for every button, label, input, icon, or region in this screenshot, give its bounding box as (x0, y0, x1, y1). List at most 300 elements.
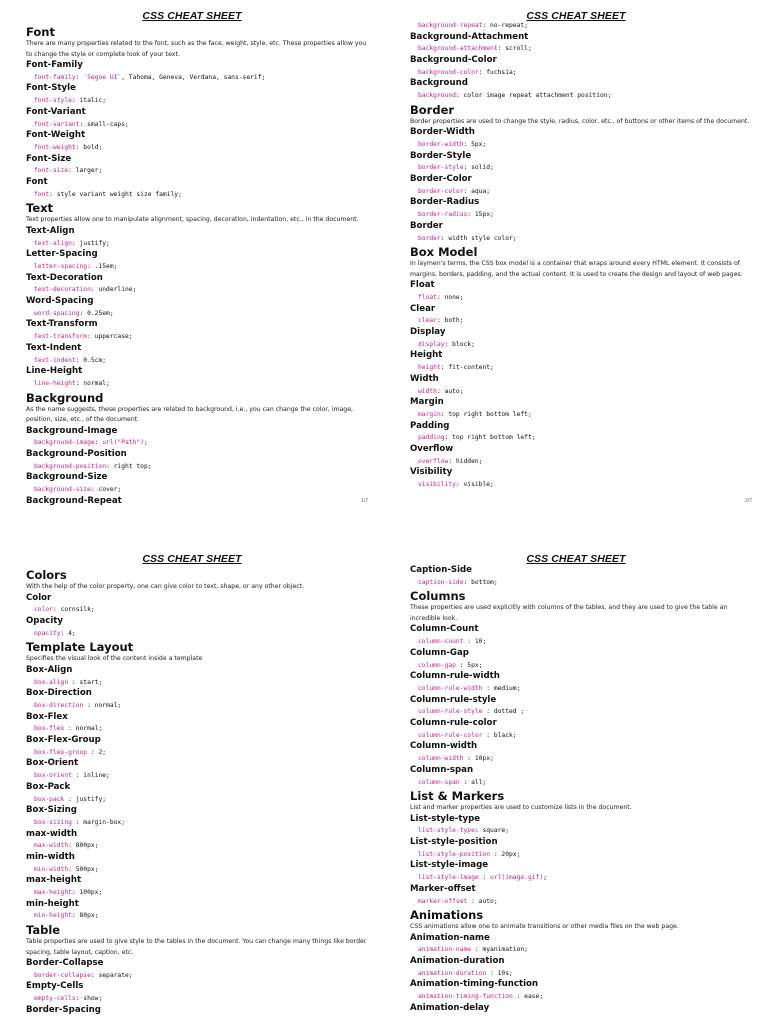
property-heading: min-height (26, 898, 79, 909)
css-property: overflow (418, 457, 449, 465)
page-number: 1/7 (361, 498, 368, 504)
css-property: background-image (34, 439, 95, 447)
css-property: list-style-type (418, 827, 475, 835)
css-value: right top; (113, 462, 152, 470)
property-heading: Box-Sizing (26, 805, 77, 816)
css-value: justify; (79, 239, 110, 247)
colon: : (493, 850, 502, 858)
description-text: Border properties are used to change the style, radius, color, etc., of buttons or other items of the document. (410, 117, 750, 125)
css-property: marker-offset (418, 897, 472, 905)
section-heading: Animations (410, 908, 484, 923)
css-property: background-repeat (418, 22, 483, 29)
code-line (410, 315, 756, 327)
code-line (410, 683, 756, 695)
colon: : (90, 971, 99, 979)
description-text: There are many properties related to the font, such as the face, weight, style, etc. These properties allow you to change the style or complete look of your text. (26, 40, 367, 58)
page-title: CSS CHEAT SHEET (526, 10, 626, 22)
code-line (410, 386, 756, 398)
code-line (410, 90, 756, 102)
property-heading: Background-Attachment (410, 31, 529, 42)
css-value: 10px; (474, 755, 494, 763)
property-heading: List-style-type (410, 813, 481, 824)
colon: : (486, 708, 494, 716)
css-value: 15px; (474, 211, 494, 219)
css-value: larger; (75, 167, 103, 175)
css-property: width (418, 387, 437, 395)
property-heading: min-width (26, 851, 75, 862)
code-line (410, 825, 756, 837)
colon: : (440, 410, 449, 418)
css-value: 100px; (79, 889, 103, 897)
code-line (410, 456, 756, 468)
code-line (410, 67, 756, 79)
property-heading: Text-Align (26, 225, 75, 236)
colon: : (87, 333, 95, 341)
section-heading: List & Markers (410, 789, 505, 804)
code-line (26, 677, 372, 689)
css-value: 5px; (467, 661, 483, 669)
css-value: 0.25em; (87, 309, 114, 317)
code-line (410, 362, 756, 374)
colon: : (75, 818, 84, 826)
property-heading: Animation-name (410, 932, 490, 943)
css-property: font-variant (34, 120, 80, 128)
css-property: float (418, 294, 437, 302)
css-property: font-weight (34, 143, 76, 151)
css-property: background-attachment (418, 45, 498, 53)
colon: : (444, 434, 453, 442)
css-value: 800px; (75, 842, 99, 850)
property-heading: Box-Pack (26, 781, 71, 792)
css-value: 0.5cm; (83, 356, 107, 364)
css-property: box-align (34, 678, 72, 686)
colon: : (106, 462, 114, 470)
colon: : (455, 481, 464, 489)
css-property: empty-cells (34, 995, 76, 1003)
property-heading: Float (410, 280, 435, 291)
code-line (26, 119, 372, 131)
css-value: `Segoe UI`, Tahoma, Geneva, Verdana, sans-serif; (83, 73, 266, 81)
css-value: normal; (83, 379, 110, 387)
colon: : (79, 120, 88, 128)
code-line (410, 577, 756, 589)
colon: : (49, 190, 57, 198)
property-heading: max-height (26, 875, 82, 886)
colon: : (436, 387, 445, 395)
code-line (410, 292, 756, 304)
css-value: top right bottom left; (452, 434, 536, 442)
property-heading: Background-Repeat (26, 495, 122, 506)
code-line (410, 777, 756, 789)
colon: : (90, 748, 99, 756)
colon: : (486, 731, 494, 739)
colon: : (75, 379, 84, 387)
css-property: caption-side (418, 578, 464, 586)
code-line (410, 991, 756, 1003)
css-property: max-height (34, 889, 72, 897)
code-line (26, 970, 372, 982)
colon: : (459, 661, 468, 669)
css-property: border-width (418, 141, 464, 149)
code-line (410, 233, 756, 245)
code-line (26, 794, 372, 806)
property-heading: List-style-image (410, 860, 489, 871)
css-value: ease; (524, 993, 544, 1001)
css-property: color (34, 606, 53, 614)
css-value: separate; (98, 971, 133, 979)
css-value: block; (452, 340, 475, 348)
css-property: column-rule-style (418, 708, 487, 716)
css-property: animation-name (418, 946, 475, 954)
property-heading: Line-Height (26, 366, 83, 377)
css-value: .15em; (94, 263, 118, 271)
css-property: height (418, 364, 441, 372)
colon: : (68, 842, 76, 850)
css-property: column-span (418, 778, 464, 786)
css-value: underline; (98, 286, 137, 294)
code-line (26, 628, 372, 640)
colon: : (71, 678, 80, 686)
colon: : (75, 772, 84, 780)
css-property: box-direction (34, 701, 88, 709)
colon: : (471, 897, 479, 905)
code-line (26, 72, 372, 84)
section-heading: Columns (410, 589, 466, 604)
css-value: italic; (79, 97, 107, 105)
css-property: margin (418, 410, 441, 418)
css-value: aqua; (471, 187, 491, 195)
code-line (26, 910, 372, 922)
code-line (410, 479, 756, 491)
css-value: bottom; (471, 578, 498, 586)
code-line (410, 20, 756, 32)
property-heading: Background-Position (26, 448, 127, 459)
css-value: uppercase; (94, 333, 133, 341)
colon: : (478, 68, 487, 76)
css-value: justify; (75, 795, 107, 803)
code-line (26, 747, 372, 759)
section-heading: Text (26, 201, 54, 216)
colon: : (490, 969, 498, 977)
property-heading: Font-Variant (26, 106, 86, 117)
code-line (26, 261, 372, 273)
property-heading: Overflow (410, 443, 454, 454)
colon: : (448, 457, 456, 465)
colon: : (87, 701, 95, 709)
property-heading: Height (410, 350, 443, 361)
property-heading: Clear (410, 303, 436, 314)
section-heading: Box Model (410, 245, 478, 260)
code-line (410, 872, 756, 884)
css-value: bold; (83, 143, 103, 151)
colon: : (87, 263, 95, 271)
property-heading: Font-Family (26, 60, 83, 70)
page-title: CSS CHEAT SHEET (142, 10, 242, 22)
css-property: font-family (34, 73, 76, 81)
code-line (410, 730, 756, 742)
css-value: 10; (474, 638, 487, 646)
code-line (26, 993, 372, 1005)
css-property: display (418, 340, 445, 348)
code-line (410, 139, 756, 151)
css-value: no-repeat; (490, 22, 528, 29)
css-property: animation-duration (418, 969, 491, 977)
section-heading: Font (26, 25, 55, 39)
css-property: animation-timing-function (418, 993, 517, 1001)
code-line (26, 165, 372, 177)
property-heading: Text-Decoration (26, 272, 103, 283)
code-line (26, 189, 372, 201)
css-value: fit-content; (448, 364, 494, 372)
code-line (410, 43, 756, 55)
string-literal: url(image.gif) (490, 874, 544, 882)
property-heading: Border-Radius (410, 197, 480, 208)
property-heading: Background (410, 78, 468, 89)
property-heading: Font-Style (26, 83, 76, 94)
code-line (26, 238, 372, 250)
colon: : (79, 309, 88, 317)
description-text: These properties are used explicitly with columns of the tables, and they are used to give the table an incredible look. (410, 604, 728, 622)
property-heading: Border-Spacing (26, 1004, 101, 1015)
property-heading: Background-Size (26, 472, 108, 483)
code-line (26, 723, 372, 735)
css-value: cornsilk; (60, 606, 95, 614)
code-line (26, 331, 372, 343)
code-line (410, 186, 756, 198)
css-value: width style color; (448, 234, 517, 242)
property-heading: Column-rule-width (410, 671, 500, 682)
description-text: As the name suggests, these properties are related to background, i.e., you can change the color, image, position, size, etc., of the document. (26, 405, 353, 424)
property-heading: Border-Width (410, 127, 475, 138)
property-heading: max-width (26, 828, 78, 839)
code-line (410, 706, 756, 718)
css-property: column-count (418, 638, 468, 646)
property-heading: Border (410, 220, 443, 231)
property-heading: Background-Image (26, 425, 118, 436)
css-value: top right bottom left; (448, 410, 532, 418)
css-value: scroll; (505, 45, 532, 53)
property-heading: Box-Flex (26, 711, 68, 722)
code-line (410, 636, 756, 648)
property-heading: Font (26, 176, 48, 187)
css-value: color image repeat attachment position; (463, 92, 612, 100)
property-heading: Padding (410, 420, 450, 431)
css-property: border-radius (418, 211, 468, 219)
page-3 (0, 543, 384, 1024)
property-heading: Font-Weight (26, 130, 86, 141)
property-heading: Text-Indent (26, 342, 82, 353)
colon: : (90, 286, 99, 294)
code-line (26, 95, 372, 107)
property-heading: Column-Count (410, 624, 479, 635)
code-line (410, 896, 756, 908)
css-property: text-align (34, 239, 72, 247)
css-value: normal; (75, 725, 103, 733)
css-property: clear (418, 317, 437, 325)
css-value: square; (482, 827, 510, 835)
css-value: dotted ; (493, 708, 525, 716)
css-value: myanimation; (482, 946, 528, 954)
css-value: all; (471, 778, 487, 786)
colon: : (75, 73, 84, 81)
code-line (410, 944, 756, 956)
code-line (26, 142, 372, 154)
page-title: CSS CHEAT SHEET (142, 553, 242, 565)
css-property: line-height (34, 379, 76, 387)
css-property: background-position (34, 462, 107, 470)
property-heading: Letter-Spacing (26, 249, 98, 260)
css-property: box-pack (34, 795, 69, 803)
property-heading: Box-Align (26, 664, 73, 675)
css-value: 5px; (471, 141, 487, 149)
code-line (410, 209, 756, 221)
css-value: both; (444, 317, 464, 325)
css-value: 4; (68, 629, 76, 637)
code-line (26, 770, 372, 782)
css-property: background-color (418, 68, 479, 76)
css-value: auto; (478, 897, 498, 905)
property-heading: Empty-Cells (26, 981, 84, 992)
colon: : (516, 993, 525, 1001)
colon: : (455, 92, 464, 100)
code-line (410, 409, 756, 421)
page-1 (0, 0, 384, 512)
css-value: medium; (493, 684, 521, 692)
page-content (26, 24, 372, 508)
css-value: 80px; (79, 912, 99, 920)
section-heading: Template Layout (26, 640, 134, 655)
code-line (26, 887, 372, 899)
colon: : (474, 827, 483, 835)
css-value: auto; (444, 387, 464, 395)
css-value: start; (79, 678, 103, 686)
css-property: opacity (34, 629, 61, 637)
description-text: CSS animations allow one to animate transitions or other media files on the web page. (410, 923, 679, 931)
css-value: fuchsia; (486, 68, 517, 76)
property-heading: Animation-duration (410, 956, 505, 967)
code-line (26, 378, 372, 390)
css-property: visibility (418, 481, 456, 489)
colon: : (60, 629, 69, 637)
property-heading: Border-Color (410, 174, 472, 185)
colon: : (68, 795, 76, 803)
css-value: margin-box; (83, 818, 125, 826)
string-literal: url("Path") (102, 439, 144, 447)
css-property: border-collapse (34, 971, 91, 979)
code-line (26, 817, 372, 829)
section-heading: Background (26, 390, 104, 405)
css-property: box-orient (34, 772, 76, 780)
colon: : (52, 606, 61, 614)
page-2 (384, 0, 768, 512)
property-heading: Opacity (26, 615, 64, 626)
code-line (410, 432, 756, 444)
description-text: In laymen's terms, the CSS box model is a container that wraps around every HTML element. It consists of margins, borders, padding, and the actual content. It is used to create the design and layout of web pages. (410, 260, 743, 278)
colon: : (94, 439, 103, 447)
css-property: background-size (34, 486, 91, 494)
section-heading: Table (26, 923, 61, 938)
colon: : (467, 638, 475, 646)
colon: : (463, 164, 472, 172)
code-line (410, 753, 756, 765)
css-property: box-sizing (34, 818, 76, 826)
property-heading: Width (410, 373, 439, 384)
css-property: border-style (418, 164, 464, 172)
section-heading: Colors (26, 568, 67, 582)
property-heading: Display (410, 327, 446, 337)
css-property: font-style (34, 97, 72, 105)
colon: : (440, 364, 449, 372)
description-text: Specifies the visual look of the content inside a template (26, 655, 203, 663)
property-heading: Column-width (410, 741, 478, 752)
property-heading: Box-Flex-Group (26, 734, 101, 745)
css-value: black; (493, 731, 517, 739)
string-literal: `Segoe UI` (83, 73, 122, 81)
css-property: text-indent (34, 356, 76, 364)
section-heading: Border (410, 102, 455, 117)
property-heading: Box-Orient (26, 758, 79, 769)
page-number: 2/7 (745, 498, 752, 504)
page-content (410, 565, 756, 1015)
css-property: border-color (418, 187, 464, 195)
colon: : (75, 143, 84, 151)
code-line (26, 484, 372, 496)
code-line (26, 864, 372, 876)
css-value: inline; (83, 772, 110, 780)
colon: : (436, 294, 445, 302)
css-value: 2; (98, 748, 107, 756)
property-heading: Border-Collapse (26, 958, 104, 969)
css-property: font (34, 190, 50, 198)
css-property: column-rule-color (418, 731, 487, 739)
css-property: font-size (34, 167, 69, 175)
colon: : (436, 317, 445, 325)
page-4 (384, 543, 768, 1024)
property-heading: Margin (410, 397, 444, 408)
code-line (410, 849, 756, 861)
description-text: Text properties allow one to manipulate alignment, spacing, decoration, indentation, etc., in the document. (26, 216, 359, 224)
css-property: list-style-position (418, 850, 494, 858)
property-heading: Animation-delay (410, 1002, 490, 1013)
colon: : (463, 141, 472, 149)
colon: : (90, 486, 99, 494)
colon: : (467, 211, 475, 219)
property-heading: Color (26, 592, 52, 603)
property-heading: Marker-offset (410, 883, 476, 894)
css-property: column-rule-width (418, 684, 487, 692)
code-line (410, 162, 756, 174)
css-value: 500px; (75, 865, 99, 873)
code-line (26, 355, 372, 367)
colon: : (75, 995, 84, 1003)
code-line (26, 437, 372, 449)
page-content (26, 567, 372, 1017)
colon: : (474, 946, 483, 954)
code-line (26, 700, 372, 712)
property-heading: Column-rule-style (410, 694, 497, 705)
css-value: cover; (98, 486, 122, 494)
property-heading: Caption-Side (410, 565, 473, 575)
css-property: column-gap (418, 661, 460, 669)
css-value: url(image.gif); (490, 874, 547, 882)
property-heading: Word-Spacing (26, 296, 94, 307)
css-property: padding (418, 434, 445, 442)
css-value: 10s; (497, 969, 513, 977)
colon: : (75, 356, 84, 364)
colon: : (467, 755, 475, 763)
page-content (410, 20, 756, 491)
property-heading: Background-Color (410, 54, 497, 65)
